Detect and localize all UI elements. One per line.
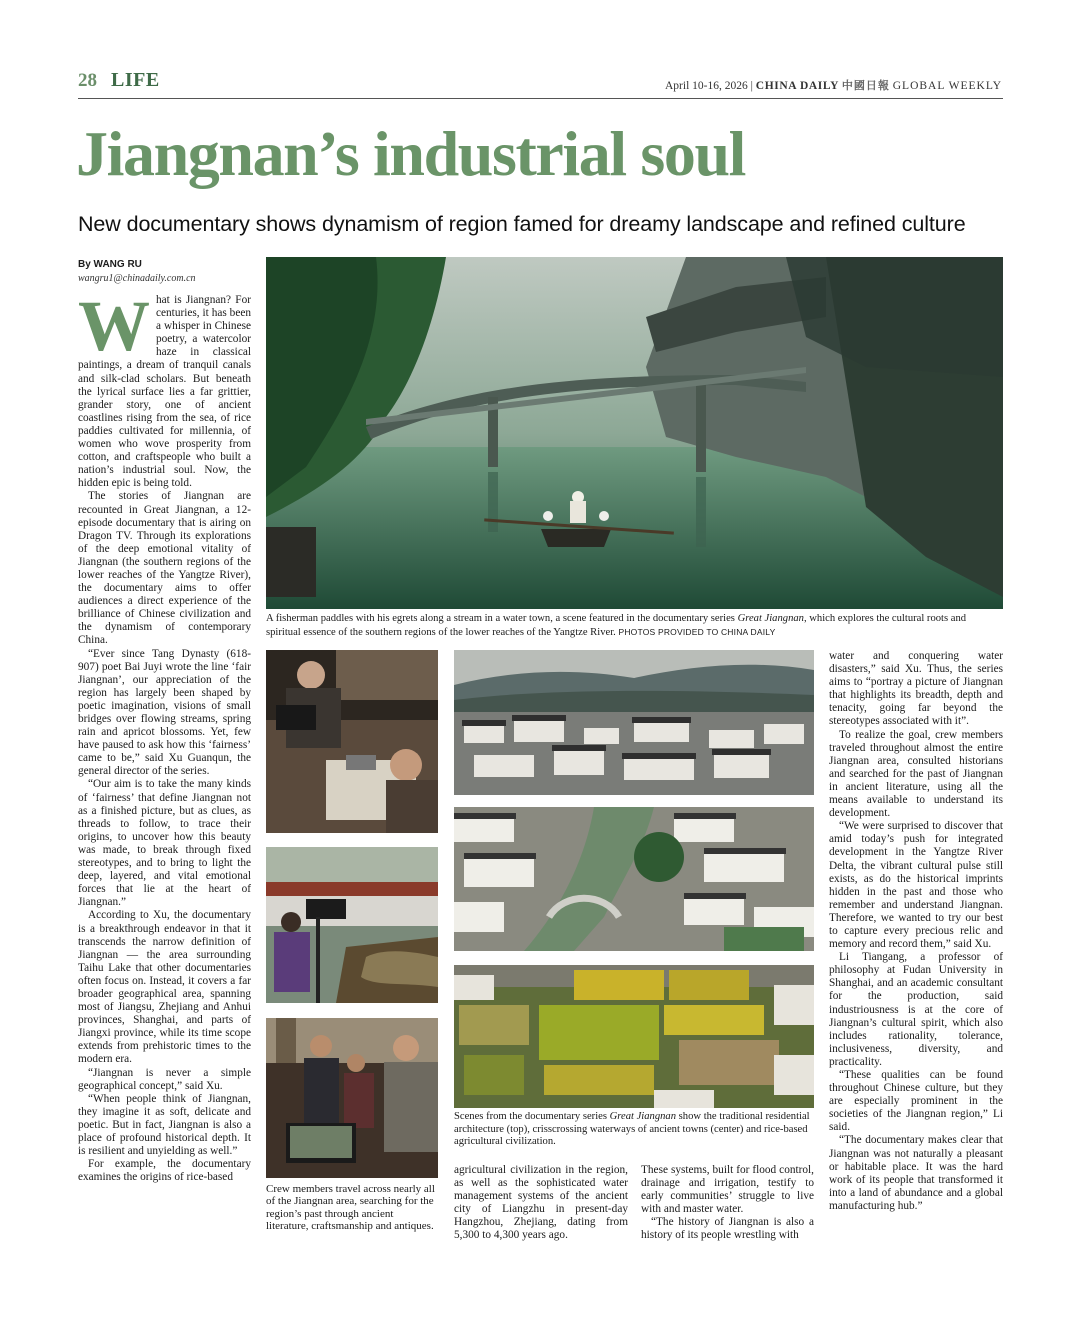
deck: New documentary shows dynamism of region famed for dreamy landscape and refined culture [78, 212, 966, 236]
paragraph: These systems, built for flood control, drainage and irrigation, testify to early communities’ struggle to live with and master water. [641, 1164, 814, 1216]
paragraph: “The history of Jiangnan is also a history of its people wrestling with [641, 1216, 814, 1242]
scene-photo-architecture [454, 650, 814, 795]
photo-credit: PHOTOS PROVIDED TO CHINA DAILY [618, 626, 776, 637]
dropcap: W [78, 286, 150, 366]
issue-date: April 10-16, 2026 [665, 80, 748, 92]
crew-caption: Crew members travel across nearly all of the Jiangnan area, searching for the region’s past through ancient literature, craftsmanship and antiques. [266, 1183, 435, 1233]
author-email: wangru1@chinadaily.com.cn [78, 273, 196, 284]
body-column-3 [454, 1164, 628, 1243]
paragraph: What is Jiangnan? For centuries, it has been a whisper in Chinese poetry, a watercolor haze in classical paintings, a dream of tranquil canals and silk-clad scholars. But beneath the lyrical surface lies a far grittier, grander story, one of ancient coastlines rising from the sea, of rice paddies cultivated for millennia, of women who wove prosperity from cotton, and craftspeople who built a nation’s industrial soul. Now, the hidden epic is being told. [78, 286, 251, 490]
main-photo-caption: A fisherman paddles with his egrets along a stream in a water town, a scene featured in the documentary series Great Jiangnan, which explores the cultural roots and spiritual essence of the southern regions of the lower reaches of the Yangtze River. PHOTOS PROVIDED TO CHINA DAILY [266, 613, 967, 638]
paragraph: For example, the documentary examines the origins of rice-based [78, 1158, 251, 1184]
paper-name: CHINA DAILY [755, 80, 839, 92]
paragraph: “We were surprised to discover that amid today’s push for integrated development in the Yangtze River Delta, the vibrant cultural pulse still exists, as do the historical imprints hidden in the past and those who remember and understand Jiangnan. Therefore, we wanted to try our best to capture every precious relic and memory and record them,” said Xu. [829, 820, 1003, 951]
page-number: 28 [78, 70, 97, 91]
headline: Jiangnan’s industrial soul [76, 118, 746, 189]
scene-photo-waterway [454, 807, 814, 951]
paragraph: “When people think of Jiangnan, they imagine it as soft, delicate and poetic. But in fact, Jiangnan is also a place of profound historical depth. It is resilient and unyielding as well.” [78, 1092, 251, 1158]
paragraph: “These qualities can be found throughout Chinese culture, but they are especially prominent in the societies of the Jiangnan region,” Li said. [829, 1069, 1003, 1134]
paragraph: water and conquering water disasters,” said Xu. Thus, the series aims to “portray a picture of Jiangnan that highlights its breadth, depth and tenacity, going far beyond the stereotypes associated with it”. [829, 650, 1003, 728]
paragraph: “Our aim is to take the many kinds of ‘fairness’ that define Jiangnan not as a finished picture, but as clues, as threads to follow, to trace their origins, to uncover how this beauty was made, to break through fixed stereotypes, and to bring to light the deep, layered, and vital emotional forces that lie at the heart of Jiangnan.” [78, 778, 251, 909]
paragraph: “Ever since Tang Dynasty (618-907) poet Bai Juyi wrote the line ‘fair Jiangnan’, our appreciation of the region has largely been shaped by poetic imagination, visions of small bridges over flowing streams, spring rain and apricot blossoms. Yet, few have paused to ask how this ‘fairness’ came to be,” said Xu Guanqun, the general director of the series. [78, 647, 251, 778]
crew-photo-1 [266, 650, 438, 833]
byline: By WANG RU [78, 259, 142, 270]
masthead [665, 77, 1002, 93]
scene-photo-rice-fields [454, 965, 814, 1108]
header-rule [78, 98, 1003, 99]
paragraph: To realize the goal, crew members traveled throughout almost the entire Jiangnan area, consulted historians and searched for the past of Jiangnan in ancient literature, using all the means available to understand its development. [829, 728, 1003, 820]
paragraph: agricultural civilization in the region, as well as the sophisticated water management systems of the ancient city of Liangzhu in present-day Hangzhou, Zhejiang, dating from 5,300 to 4,300 years ago. [454, 1164, 628, 1242]
crew-photo-2 [266, 847, 438, 1003]
scenes-caption: Scenes from the documentary series Great Jiangnan show the traditional residential architecture (top), crisscrossing waterways of ancient towns (center) and rice-based agricultural civilization. [454, 1111, 810, 1148]
edition-name: GLOBAL WEEKLY [892, 80, 1002, 92]
crew-photo-3 [266, 1018, 438, 1178]
body-column-4 [641, 1164, 814, 1243]
paragraph: “Jiangnan is never a simple geographical concept,” said Xu. [78, 1066, 251, 1092]
body-column-1 [78, 286, 251, 1184]
paper-logo-cn: 中國日報 [841, 79, 890, 92]
body-column-5 [829, 650, 1003, 1213]
paragraph: “The documentary makes clear that Jiangnan was not naturally a pleasant or habitable place. It was the hard work of its people that transformed it into a land of abundance and a global manufacturing hub.” [829, 1134, 1003, 1212]
paragraph: According to Xu, the documentary is a breakthrough endeavor in that it transcends the narrow definition of Jiangnan — the area surrounding Taihu Lake that other documentaries often focus on. Instead, it covers a far broader geographical area, spanning most of Jiangsu, Zhejiang and Anhui provinces, Shanghai, and parts of Jiangxi province, while its time scope extends from prehistoric times to the modern era. [78, 909, 251, 1066]
paragraph: Li Tiangang, a professor of philosophy at Fudan University in Shanghai, and an academic consultant for the production, said industriousness is at the core of Jiangnan’s cultural spirit, which also includes rationality, tolerance, inclusiveness, diversity, and practicality. [829, 951, 1003, 1068]
main-photo [266, 257, 1003, 609]
section-label: LIFE [111, 69, 160, 91]
paragraph: The stories of Jiangnan are recounted in Great Jiangnan, a 12-episode documentary that is airing on Dragon TV. Through its explorations of the deep emotional vitality of Jiangnan (the southern regions of the lower reaches of the Yangtze River), the documentary aims to offer audiences a direct experience of the brilliance of Chinese civilization and the dynamism of contemporary China. [78, 490, 251, 647]
masthead-separator: | [750, 80, 753, 92]
